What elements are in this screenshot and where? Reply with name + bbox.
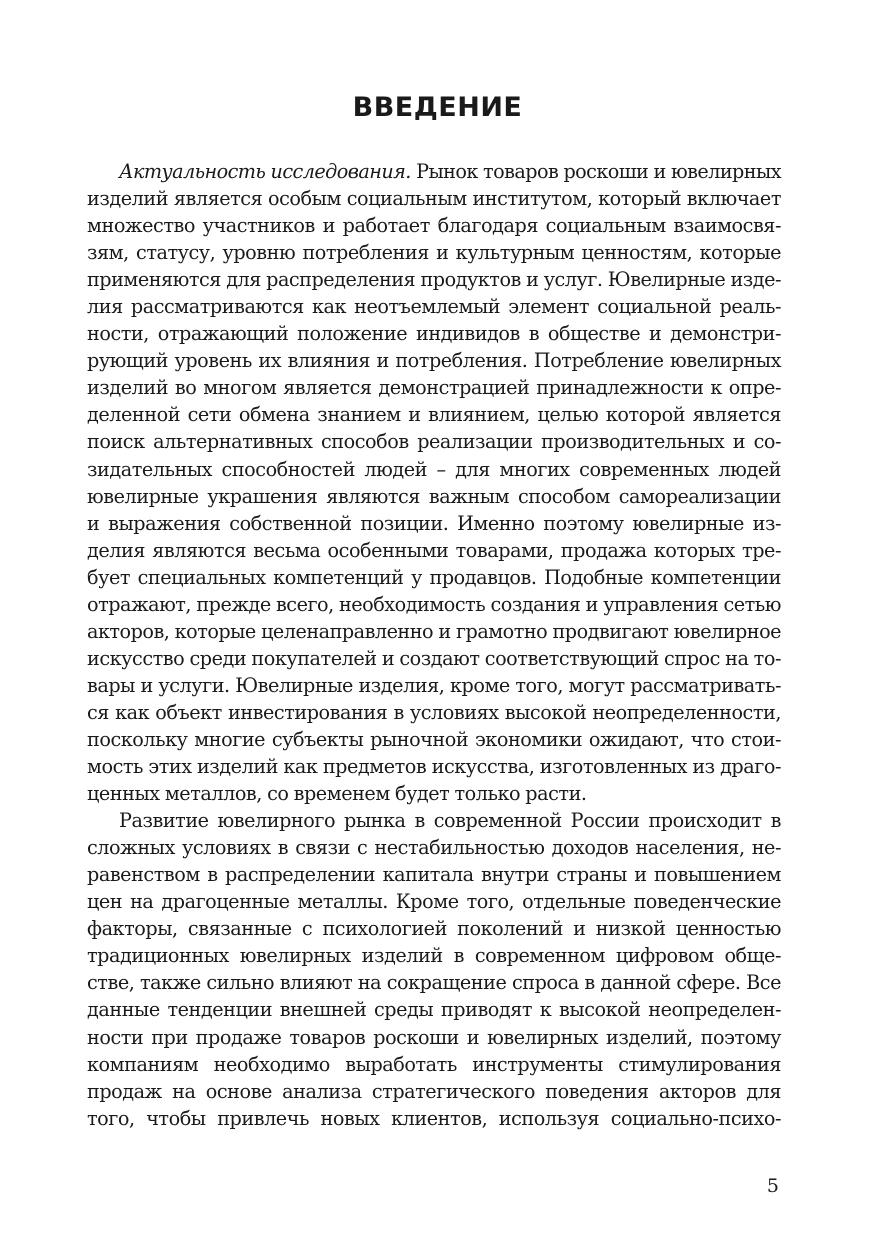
paragraph-2-line: компаниям необходимо выработать инструменты стимулирования [87,1052,781,1076]
body-text [87,158,781,1132]
paragraph-1-line: бует специальных компетенций у продавцов. Подобные компетенции [87,565,781,589]
paragraph-1-line: мость этих изделий как предметов искусства, изготовленных из драго- [87,755,781,779]
lead-phrase: Актуальность исследования. [119,160,411,183]
paragraph-1-line: делия являются весьма особенными товарами, продажа которых тре- [87,538,781,562]
paragraph-2-line: факторы, связанные с психологией поколений и низкой ценностью [87,917,781,941]
paragraph-1-line: и выражения собственной позиции. Именно поэтому ювелирные из- [87,511,781,535]
paragraph-2-line: традиционных ювелирных изделий в современном цифровом обще- [87,944,781,968]
paragraph-2-line: равенством в распределении капитала внутри страны и повышением [87,863,781,887]
paragraph-1-line: зям, статусу, уровню потребления и культурным ценностям, которые [87,241,781,265]
paragraph-1-line: акторов, которые целенаправленно и грамотно продвигают ювелирное [87,619,781,643]
paragraph-2-line: продаж на основе анализа стратегического поведения акторов для [87,1079,781,1103]
paragraph-1-line: применяются для распределения продуктов и услуг. Ювелирные изде- [87,268,781,292]
paragraph-1-line: поиск альтернативных способов реализации производительных и со- [87,430,781,454]
paragraph-1-line: ювелирные украшения являются важным способом самореализации [87,484,781,508]
paragraph-1-line: лия рассматриваются как неотъемлемый элемент социальной реаль- [87,295,781,319]
paragraph-1-line: изделий во многом является демонстрацией принадлежности к опре- [87,376,781,400]
page-title: ВВЕДЕНИЕ [352,92,523,123]
paragraph-2-line: цен на драгоценные металлы. Кроме того, отдельные поведенческие [87,890,781,914]
paragraph-1-line: Актуальность исследования. Рынок товаров роскоши и ювелирных [119,160,781,183]
paragraph-1-line: ности, отражающий положение индивидов в обществе и демонстри- [87,322,781,346]
paragraph-1-line: ся как объект инвестирования в условиях высокой неопределенности, [87,700,781,724]
page-number: 5 [766,1175,779,1197]
paragraph-2-line: того, чтобы привлечь новых клиентов, используя социально-психо- [87,1106,781,1130]
paragraph-1-line: зидательных способностей людей – для многих современных людей [87,457,781,481]
paragraph-1-line: множество участников и работает благодаря социальным взаимосвя- [87,214,781,238]
paragraph-1-line: деленной сети обмена знанием и влиянием, целью которой является [87,403,781,427]
paragraph-1-line: ценных металлов, со временем будет только расти. [87,782,587,806]
paragraph-2-line: Развитие ювелирного рынка в современной России происходит в [119,809,781,833]
paragraph-2-line: стве, также сильно влияют на сокращение спроса в данной сфере. Все [87,971,781,995]
paragraph-1-line: искусство среди покупателей и создают соответствующий спрос на то- [87,646,781,670]
paragraph-2-line: сложных условиях в связи с нестабильностью доходов населения, не- [87,836,781,860]
paragraph-1-line: поскольку многие субъекты рыночной экономики ожидают, что стои- [87,727,781,751]
paragraph-2-line: данные тенденции внешней среды приводят к высокой неопределен- [87,998,781,1022]
paragraph-1-line: отражают, прежде всего, необходимость создания и управления сетью [87,592,781,616]
paragraph-1-line: изделий является особым социальным институтом, который включает [87,187,781,211]
paragraph-2-line: ности при продаже товаров роскоши и ювелирных изделий, поэтому [87,1025,781,1049]
paragraph-1-line: рующий уровень их влияния и потребления. Потребление ювелирных [87,349,781,373]
paragraph-1-line: вары и услуги. Ювелирные изделия, кроме того, могут рассматривать- [87,673,781,697]
